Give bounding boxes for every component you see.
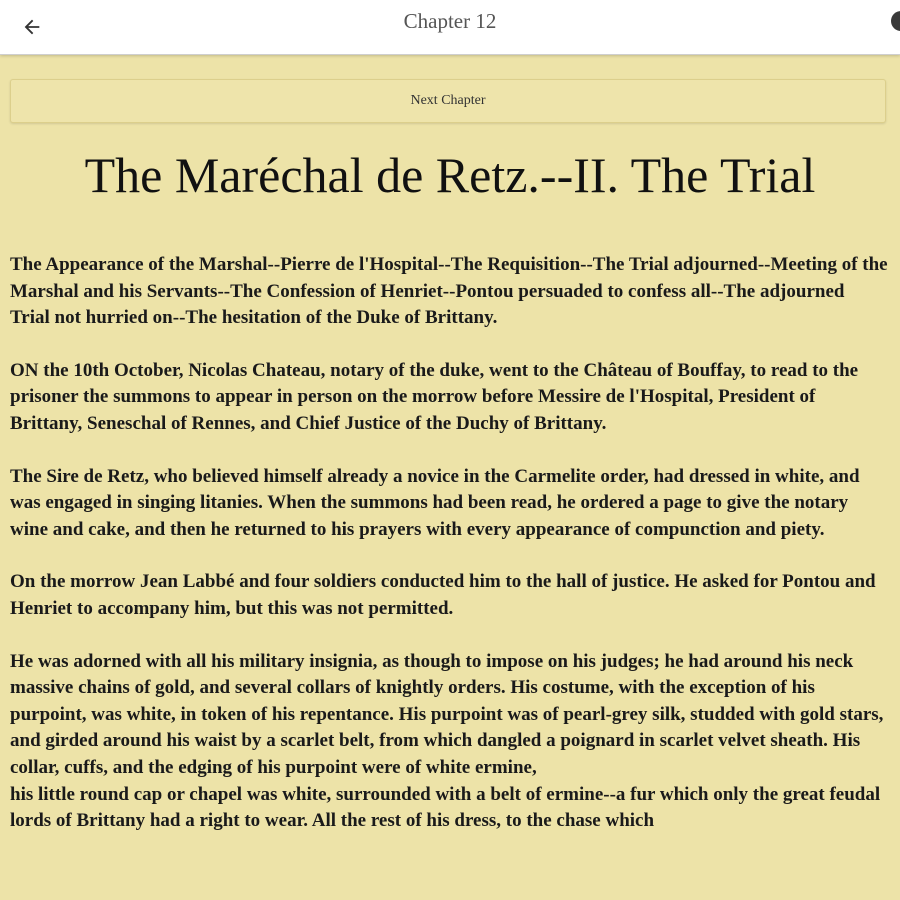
body-paragraph: He was adorned with all his military insignia, as though to impose on his judges; he had around his neck massive chains of gold, and several collars of knightly orders. His costume, with the exception of his purpoint, was white, in token of his repentance. His purpoint was of pearl-grey silk, studded with gold stars, and girded around his waist by a scarlet belt, from which dangled a poignard in scarlet velvet sheath. His collar, cuffs, and the edging of his purpoint were of white ermine, (10, 650, 884, 778)
chapter-summary-paragraph: The Appearance of the Marshal--Pierre de l'Hospital--The Requisition--The Trial adjourned--Meeting of the Marshal and his Servants--The Confession of Henriet--Pontou persuaded to confess all--The adjourned Trial not hurried on--The hesitation of the Duke of Brittany. (10, 254, 888, 329)
next-chapter-button[interactable]: Next Chapter (10, 79, 886, 123)
toolbar-title: Chapter 12 (403, 9, 497, 33)
chapter-heading: The Maréchal de Retz.--II. The Trial (84, 147, 816, 203)
body-paragraph: his little round cap or chapel was white, surrounded with a belt of ermine--a fur which only the great feudal lords of Brittany had a right to wear. All the rest of his dress, to the chase which (10, 783, 881, 832)
chapter-body (10, 252, 888, 835)
top-app-bar (0, 0, 900, 55)
body-paragraph: ON the 10th October, Nicolas Chateau, notary of the duke, went to the Château of Bouffay, to read to the prisoner the summons to appear in person on the morrow before Messire de l'Hospital, President of Brittany, Seneschal of Rennes, and Chief Justice of the Duchy of Brittany. (10, 359, 859, 434)
body-paragraph: On the morrow Jean Labbé and four soldiers conducted him to the hall of justice. He asked for Pontou and Henriet to accompany him, but this was not permitted. (10, 571, 876, 619)
reader-content[interactable] (0, 55, 900, 900)
body-paragraph: The Sire de Retz, who believed himself already a novice in the Carmelite order, had dressed in white, and was engaged in singing litanies. When the summons had been read, he ordered a page to give the notary wine and cake, and then he returned to his prayers with every appearance of compunction and piety. (10, 465, 860, 540)
